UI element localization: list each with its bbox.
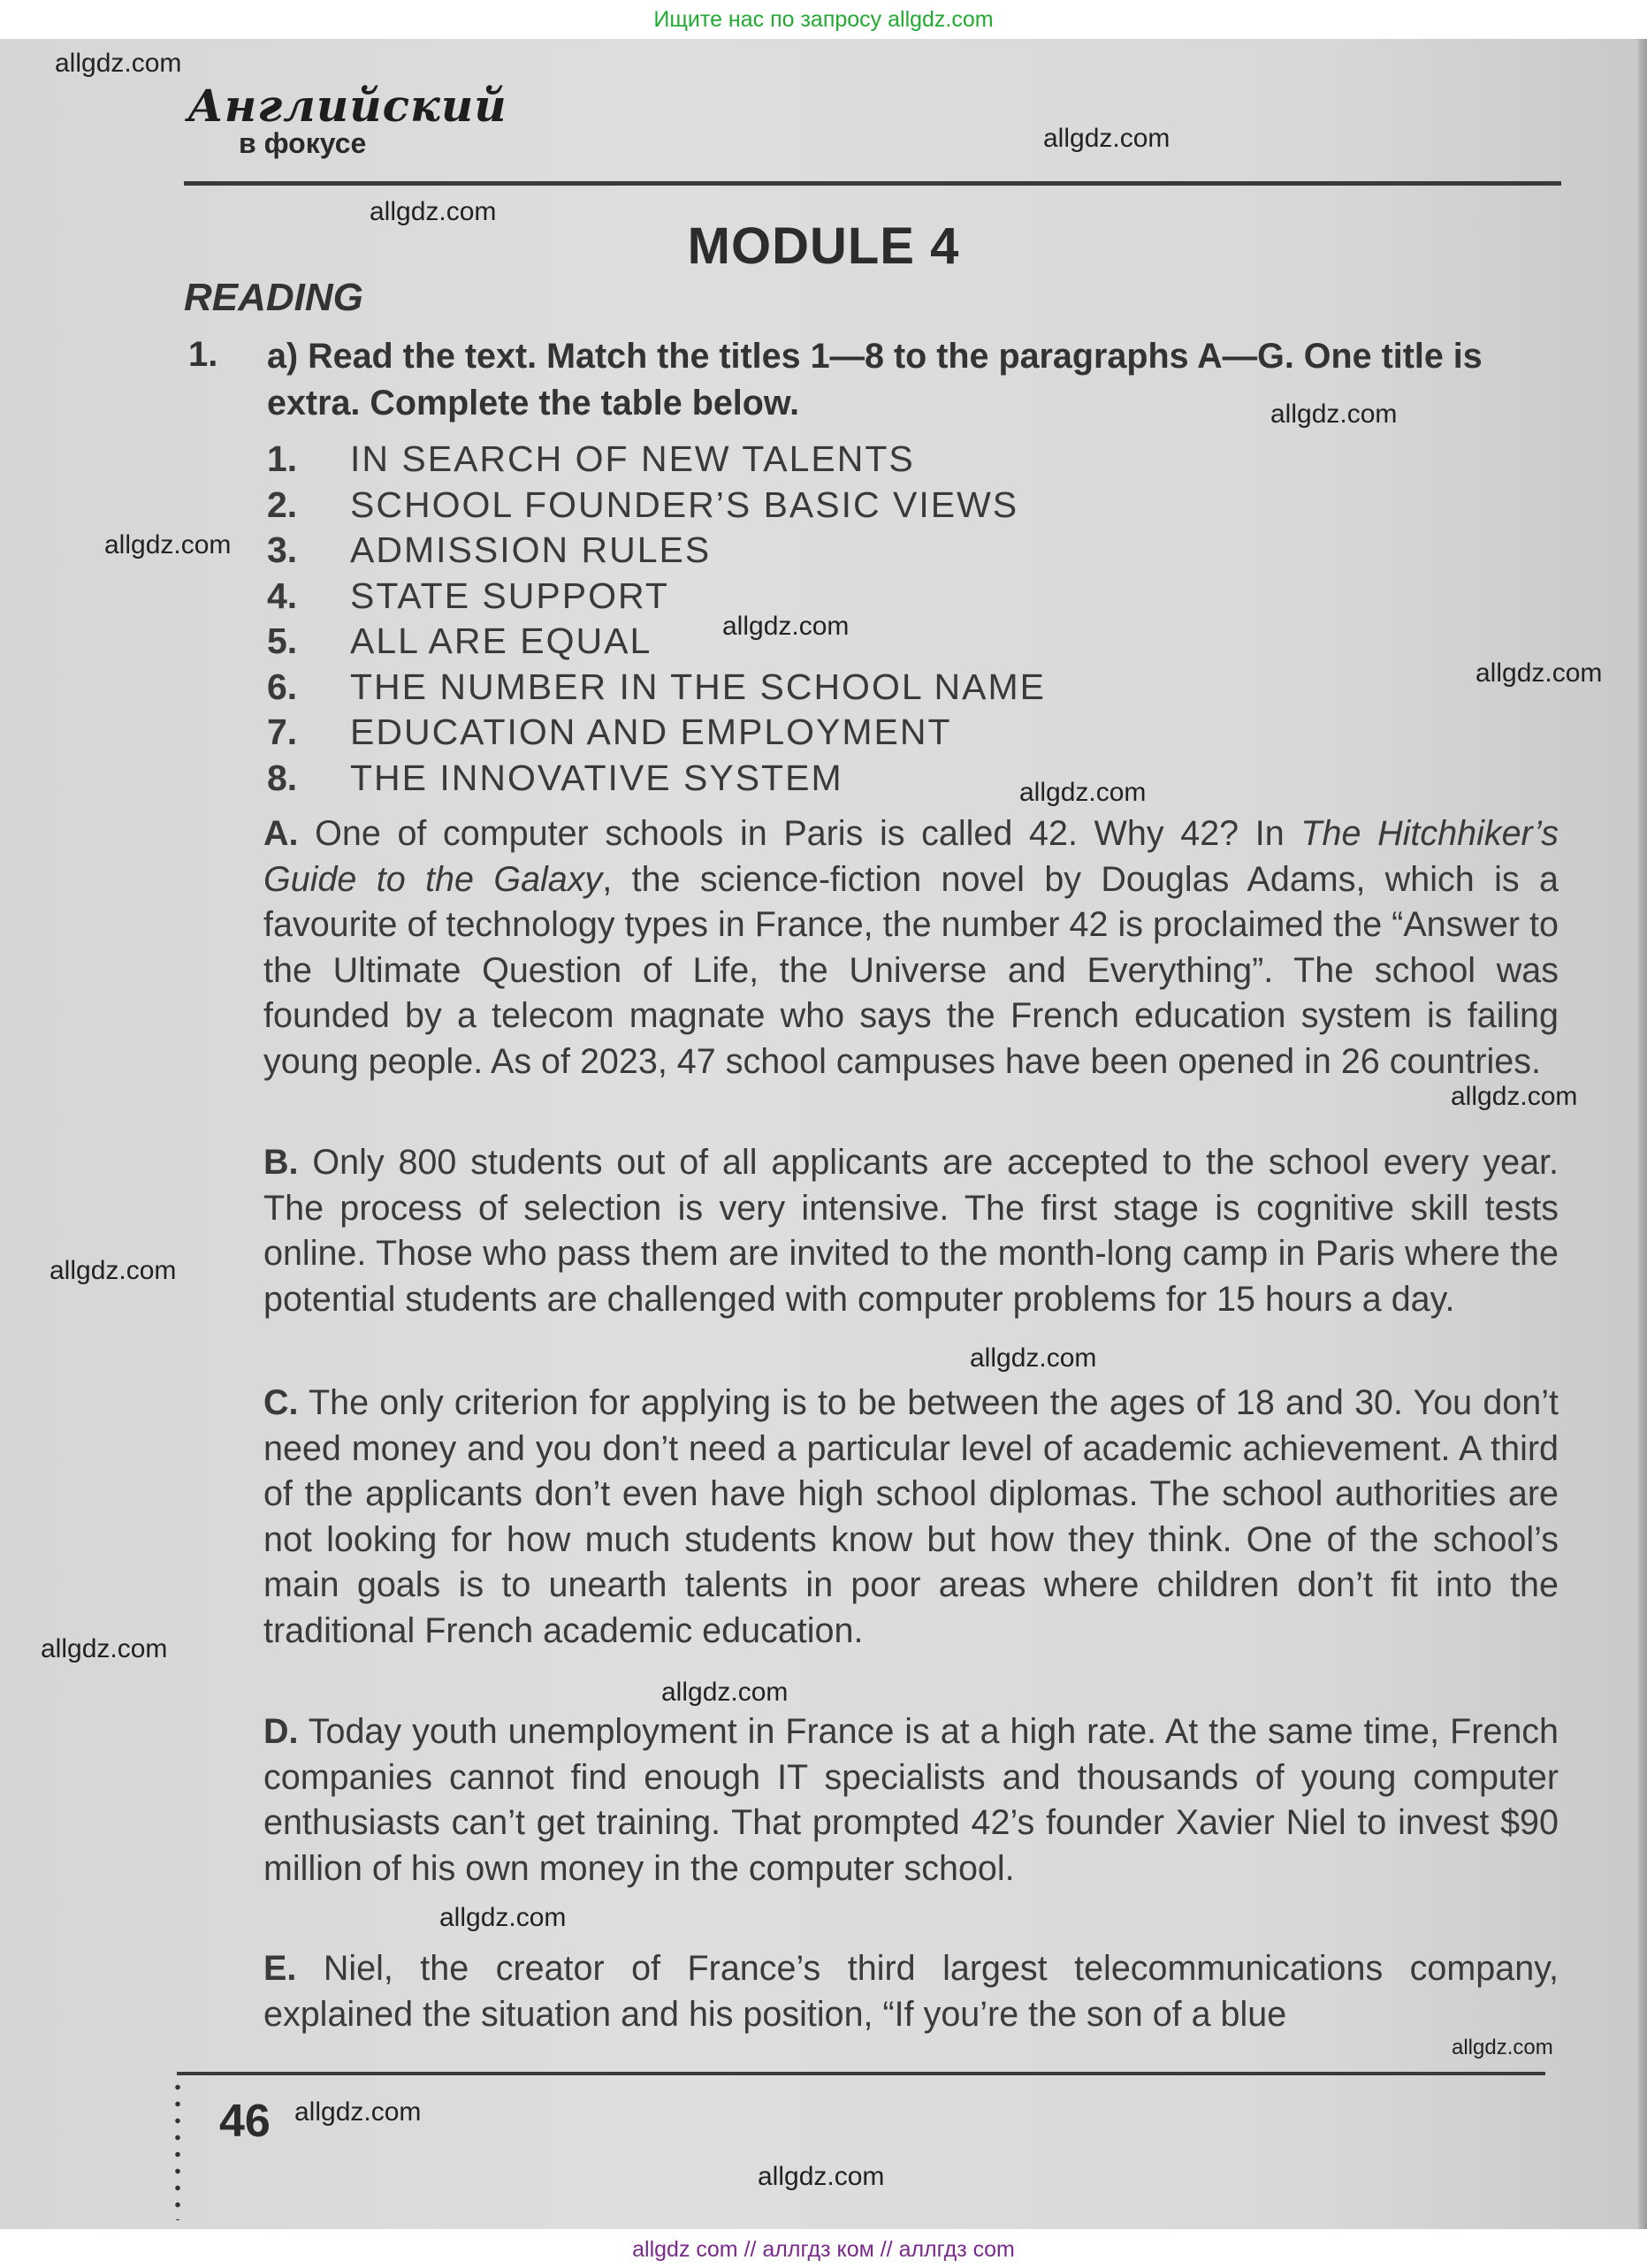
header-divider [184, 181, 1561, 186]
watermark[interactable]: allgdz.com [1451, 1082, 1578, 1111]
paragraph-d [263, 1709, 1559, 1891]
title-item [267, 619, 1046, 665]
watermark[interactable]: allgdz.com [50, 1256, 177, 1285]
title-item [267, 574, 1046, 620]
title-number: 4. [267, 575, 298, 616]
title-text: THE INNOVATIVE SYSTEM [350, 757, 843, 798]
top-banner[interactable]: Ищите нас по запросу allgdz.com [653, 7, 994, 32]
watermark[interactable]: allgdz.com [758, 2162, 885, 2191]
paragraph-letter: A. [263, 814, 299, 853]
paragraph-b [263, 1140, 1559, 1322]
margin-dots [174, 2079, 181, 2220]
watermark[interactable]: allgdz.com [55, 49, 182, 78]
title-item [267, 710, 1046, 756]
title-item [267, 756, 1046, 802]
paragraph-e [263, 1946, 1559, 2037]
section-title: READING [184, 276, 363, 319]
watermark[interactable]: allgdz.com [104, 530, 232, 559]
paragraph-text: Today youth unemployment in France is at a high rate. At the same time, French companies cannot find enough IT specialists and thousands of young computer enthusiasts can’t get training. That prompted 42’s founder Xavier Niel to invest $90 million of his own money in the computer school. [263, 1712, 1559, 1888]
title-number: 2. [267, 483, 298, 525]
watermark[interactable]: allgdz.com [1270, 400, 1398, 429]
title-number: 1. [267, 438, 298, 479]
page-edge-shadow [1638, 39, 1647, 2229]
watermark[interactable]: allgdz.com [1019, 778, 1147, 807]
module-title: MODULE 4 [687, 217, 960, 275]
textbook-logo [187, 80, 507, 168]
titles-list [267, 437, 1046, 801]
title-item [267, 528, 1046, 574]
title-text: ADMISSION RULES [350, 529, 712, 570]
title-text: THE NUMBER IN THE SCHOOL NAME [350, 666, 1046, 707]
title-item [267, 483, 1046, 529]
footer-divider [177, 2072, 1545, 2075]
paragraph-text: Only 800 students out of all applicants are accepted to the school every year. The process of selection is very intensive. The first stage is cognitive skill tests online. Those who pass them are invited to the month-long camp in Paris where the potential students are challenged with computer problems for 15 hours a day. [263, 1143, 1559, 1319]
task-instruction: a) Read the text. Match the titles 1—8 to the paragraphs A—G. One title is extra. Complete the table below. [267, 337, 1483, 422]
title-text: STATE SUPPORT [350, 575, 669, 616]
title-number: 3. [267, 529, 298, 570]
paragraph-text: , the science-fiction novel by Douglas Adams, which is a favourite of technology types in France, the number 42 is proclaimed the “Answer to the Ultimate Question of Life, the Universe and Everything”. The school was founded by a telecom magnate who says the French education system is failing young people. As of 2023, 47 school campuses have been opened in 26 countries. [263, 859, 1559, 1081]
title-text: EDUCATION AND EMPLOYMENT [350, 712, 952, 752]
watermark[interactable]: allgdz.com [970, 1343, 1097, 1373]
watermark[interactable]: allgdz.com [661, 1678, 789, 1707]
page-number: 46 [219, 2096, 271, 2147]
watermark[interactable]: allgdz.com [294, 2097, 422, 2127]
book-title: The Hitchhiker’s Guide to the Galaxy [263, 814, 1559, 899]
watermark[interactable]: allgdz.com [41, 1634, 168, 1663]
paragraph-text: One of computer schools in Paris is called 42. Why 42? In [315, 814, 1301, 853]
logo-main-text: Английский [187, 80, 507, 132]
watermark[interactable]: allgdz.com [1452, 2036, 1553, 2059]
paragraph-text: The only criterion for applying is to be between the ages of 18 and 30. You don’t need money and you don’t need a particular level of academic achievement. A third of the applicants don’t even have high school diplomas. The school authorities are not looking for how much students know but how they think. One of the school’s main goals is to unearth talents in poor areas where children don’t fit into the traditional French academic education. [263, 1383, 1559, 1650]
paragraph-letter: D. [263, 1712, 299, 1751]
logo-sub-text: в фокусе [239, 127, 367, 159]
paragraph-letter: B. [263, 1143, 299, 1182]
paragraph-c [263, 1381, 1559, 1655]
task-number: 1. [188, 335, 218, 374]
title-item [267, 437, 1046, 483]
paragraph-letter: C. [263, 1383, 299, 1422]
title-text: IN SEARCH OF NEW TALENTS [350, 438, 915, 479]
title-number: 6. [267, 666, 298, 707]
title-item [267, 665, 1046, 711]
title-number: 5. [267, 620, 298, 661]
paragraph-a [263, 811, 1559, 1085]
title-number: 7. [267, 712, 298, 752]
bottom-banner[interactable]: allgdz com // аллгдз ком // аллгдз com [632, 2237, 1015, 2262]
watermark[interactable]: allgdz.com [1043, 124, 1170, 153]
watermark[interactable]: allgdz.com [722, 612, 850, 641]
title-number: 8. [267, 757, 298, 798]
watermark[interactable]: allgdz.com [1475, 658, 1603, 688]
watermark[interactable]: allgdz.com [370, 197, 497, 226]
title-text: ALL ARE EQUAL [350, 620, 652, 661]
paragraph-text: Niel, the creator of France’s third largest telecommunications company, explained the situation and his position, “If you’re the son of a blue [263, 1949, 1559, 2034]
title-text: SCHOOL FOUNDER’S BASIC VIEWS [350, 483, 1019, 525]
watermark[interactable]: allgdz.com [439, 1903, 567, 1932]
paragraph-letter: E. [263, 1949, 297, 1988]
